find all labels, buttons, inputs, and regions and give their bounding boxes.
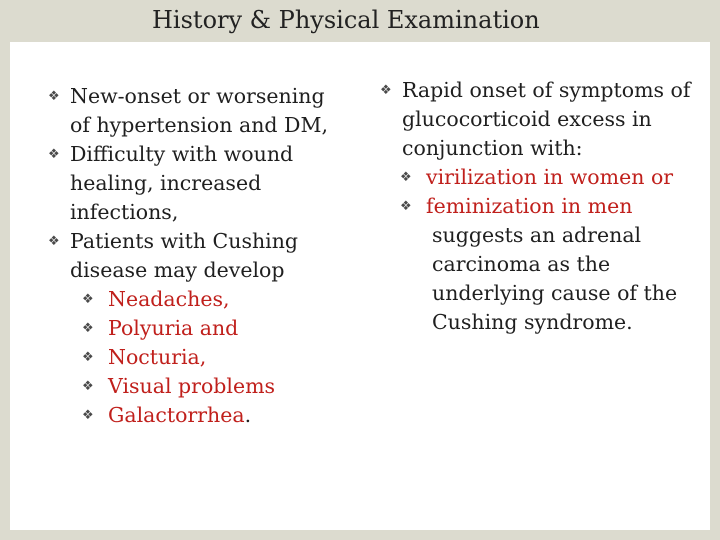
diamond-bullet-icon: ❖	[82, 321, 94, 336]
sub-list-item	[82, 372, 348, 401]
trailing-period: .	[244, 403, 252, 427]
sub-item-text: Nocturia,	[108, 345, 207, 369]
list-item	[48, 82, 348, 140]
list-item	[48, 227, 348, 285]
item-text: Patients with Cushing disease may develop	[70, 229, 299, 282]
right-column	[380, 76, 700, 337]
diamond-bullet-icon: ❖	[82, 292, 94, 307]
sub-item-text: Neadaches,	[108, 287, 230, 311]
item-text: Rapid onset of symptoms of glucocorticoid excess in conjunction with:	[402, 78, 691, 160]
sub-list-item	[82, 401, 348, 430]
sub-item-text: Polyuria and	[108, 316, 239, 340]
list-item	[48, 140, 348, 227]
list-item	[380, 76, 700, 163]
sub-list-item	[82, 314, 348, 343]
diamond-bullet-icon: ❖	[400, 199, 412, 214]
sub-item-text: Galactorrhea	[108, 403, 245, 427]
diamond-bullet-icon: ❖	[48, 234, 60, 249]
sub-list-item	[400, 163, 700, 192]
left-column	[48, 82, 348, 430]
sub-list-item	[400, 192, 700, 221]
diamond-bullet-icon: ❖	[82, 350, 94, 365]
slide-title: History & Physical Examination	[152, 6, 540, 34]
item-text: New-onset or worsening of hypertension and DM,	[70, 84, 329, 137]
diamond-bullet-icon: ❖	[400, 170, 412, 185]
diamond-bullet-icon: ❖	[48, 147, 60, 162]
diamond-bullet-icon: ❖	[82, 408, 94, 423]
sub-list-item	[82, 343, 348, 372]
item-text: Difficulty with wound healing, increased infections,	[70, 142, 294, 224]
diamond-bullet-icon: ❖	[48, 89, 60, 104]
sub-item-text: feminization in men	[426, 194, 633, 218]
sub-item-text: virilization in women or	[426, 165, 674, 189]
conclusion-text: suggests an adrenal carcinoma as the underlying cause of the Cushing syndrome.	[432, 223, 678, 334]
sub-item-text: Visual problems	[108, 374, 276, 398]
sub-list-item	[82, 285, 348, 314]
diamond-bullet-icon: ❖	[380, 83, 392, 98]
title-bar	[0, 0, 720, 42]
diamond-bullet-icon: ❖	[82, 379, 94, 394]
